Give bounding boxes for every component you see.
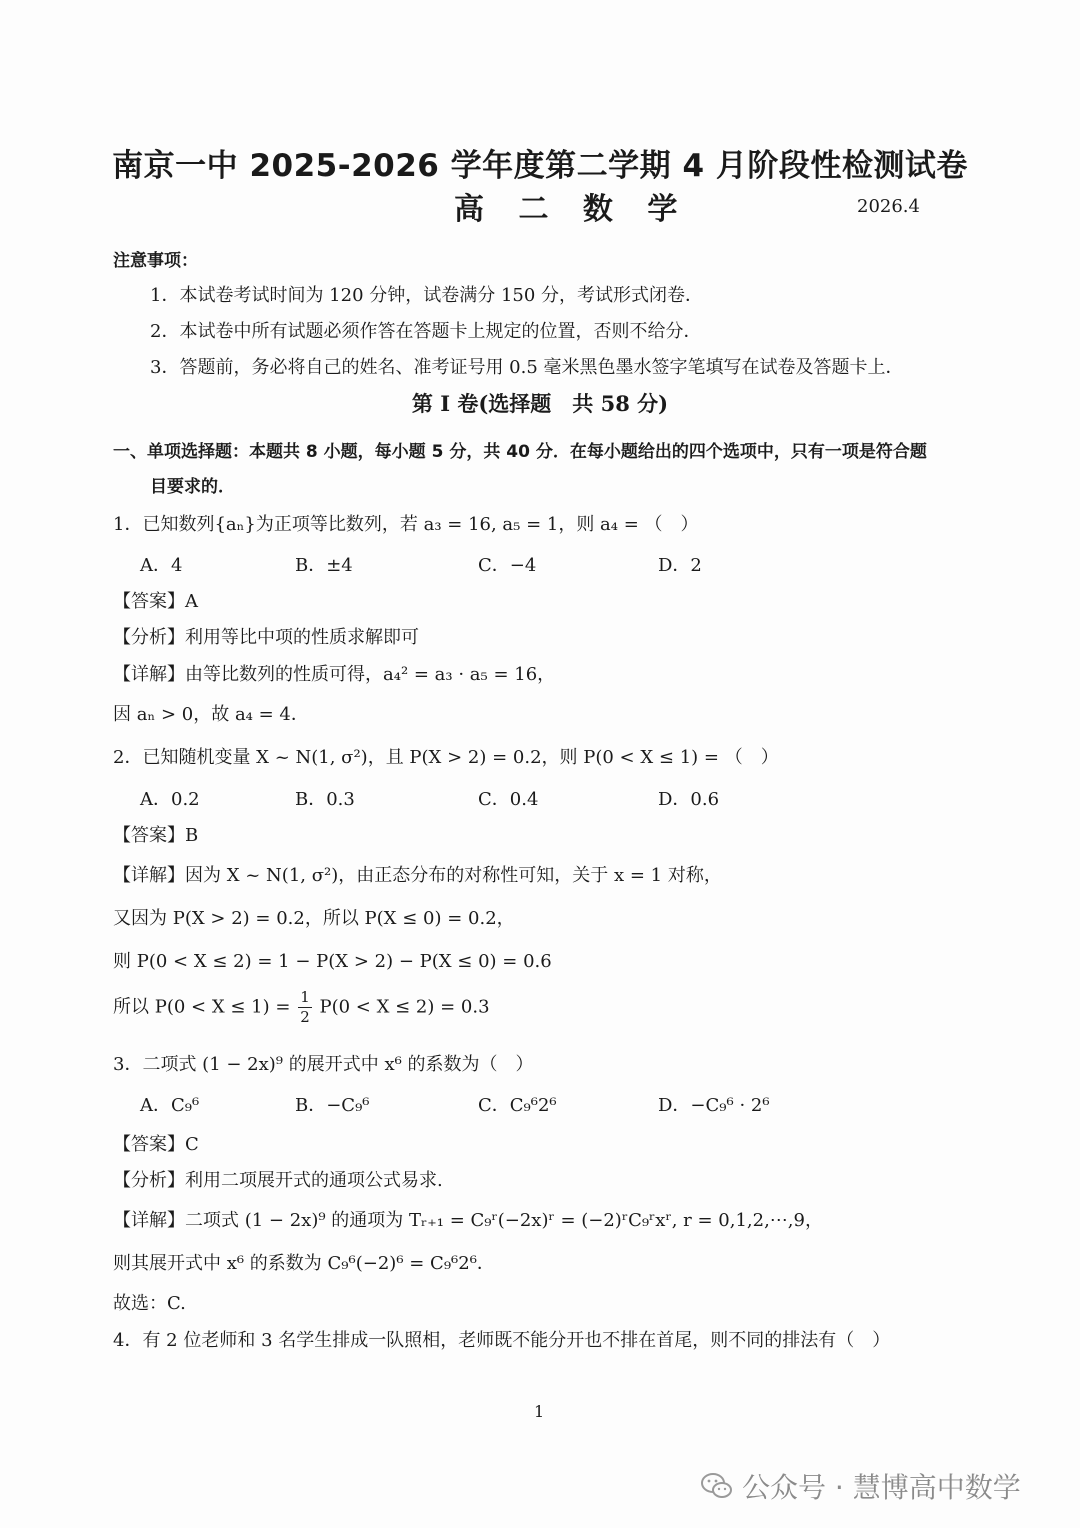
q4-stem: 4．有 2 位老师和 3 名学生排成一队照相，老师既不能分开也不排在首尾，则不同的排法有（ ） (113, 1330, 891, 1351)
q3-stem: 3．二项式 (1 − 2x)⁹ 的展开式中 x⁶ 的系数为（ ） (113, 1054, 534, 1075)
q1-option-c: C．−4 (478, 555, 537, 576)
q2-detail-4-suffix: P(0 < X ≤ 2) = 0.3 (319, 996, 490, 1018)
note-item-2: 2．本试卷中所有试题必须作答在答题卡上规定的位置，否则不给分． (150, 321, 702, 342)
q2-option-c: C．0.4 (478, 789, 539, 810)
q3-option-b: B．−C₉⁶ (295, 1095, 370, 1116)
wechat-icon (700, 1471, 734, 1501)
q3-detail-3: 故选：C. (113, 1293, 186, 1314)
q2-answer: 【答案】B (113, 825, 199, 846)
watermark-text: 公众号 · 慧博高中数学 (742, 1471, 1021, 1504)
fraction-numerator: 1 (300, 988, 310, 1006)
q2-detail-2: 又因为 P(X > 2) = 0.2，所以 P(X ≤ 0) = 0.2， (113, 908, 515, 929)
q3-answer: 【答案】C (113, 1134, 199, 1155)
section-instruction-line-1: 一、单项选择题：本题共 8 小题，每小题 5 分，共 40 分．在每小题给出的四个选项中，只有一项是符合题 (113, 442, 927, 462)
q2-option-a: A．0.2 (140, 789, 200, 810)
q1-option-b: B．±4 (295, 555, 353, 576)
q2-detail-1: 【详解】因为 X ~ N(1, σ²)，由正态分布的对称性可知，关于 x = 1 对称， (113, 865, 722, 886)
notes-heading: 注意事项： (113, 251, 198, 271)
q3-detail-1: 【详解】二项式 (1 − 2x)⁹ 的通项为 Tᵣ₊₁ = C₉ʳ(−2x)ʳ = (−2)ʳC₉ʳxʳ, r = 0,1,2,⋯,9， (113, 1210, 823, 1231)
exam-date: 2026.4 (857, 196, 920, 217)
q1-answer: 【答案】A (113, 591, 198, 612)
page-number: 1 (534, 1402, 545, 1421)
subject-title: 高 二 数 学 (454, 192, 690, 227)
note-item-1: 1．本试卷考试时间为 120 分钟，试卷满分 150 分，考试形式闭卷． (150, 285, 704, 306)
section-title: 第 Ⅰ 卷(选择题 共 58 分) (411, 391, 669, 416)
exam-title: 南京一中 2025-2026 学年度第二学期 4 月阶段性检测试卷 (112, 148, 968, 184)
q3-analysis: 【分析】利用二项展开式的通项公式易求. (113, 1170, 443, 1191)
q1-detail-1: 【详解】由等比数列的性质可得，a₄² = a₃ · a₅ = 16， (113, 664, 556, 685)
q1-stem: 1．已知数列{aₙ}为正项等比数列，若 a₃ = 16, a₅ = 1，则 a₄ = （ ） (113, 514, 699, 535)
fraction-denominator: 2 (300, 1008, 310, 1026)
q2-stem: 2．已知随机变量 X ~ N(1, σ²)，且 P(X > 2) = 0.2，则 P(0 < X ≤ 1) = （ ） (113, 747, 779, 768)
q2-detail-4 (113, 990, 490, 1025)
q3-detail-2: 则其展开式中 x⁶ 的系数为 C₉⁶(−2)⁶ = C₉⁶2⁶． (113, 1253, 495, 1274)
watermark (700, 1466, 1021, 1506)
q1-analysis: 【分析】利用等比中项的性质求解即可 (113, 627, 419, 648)
q2-detail-4-prefix: 所以 P(0 < X ≤ 1) = (113, 996, 291, 1018)
q1-option-a: A．4 (140, 555, 183, 576)
q1-detail-2: 因 aₙ > 0，故 a₄ = 4． (113, 704, 309, 725)
note-item-3: 3．答题前，务必将自己的姓名、准考证号用 0.5 毫米黑色墨水签字笔填写在试卷及答题卡上． (150, 357, 904, 378)
q3-option-d: D．−C₉⁶ · 2⁶ (658, 1095, 770, 1116)
q3-option-a: A．C₉⁶ (140, 1095, 200, 1116)
q2-option-b: B．0.3 (295, 789, 355, 810)
q1-option-d: D．2 (658, 555, 702, 576)
q2-option-d: D．0.6 (658, 789, 720, 810)
q3-option-c: C．C₉⁶2⁶ (478, 1095, 557, 1116)
section-instruction-line-2: 目要求的． (150, 477, 235, 497)
fraction-one-half (298, 990, 312, 1025)
q2-detail-3: 则 P(0 < X ≤ 2) = 1 − P(X > 2) − P(X ≤ 0) = 0.6 (113, 951, 552, 972)
